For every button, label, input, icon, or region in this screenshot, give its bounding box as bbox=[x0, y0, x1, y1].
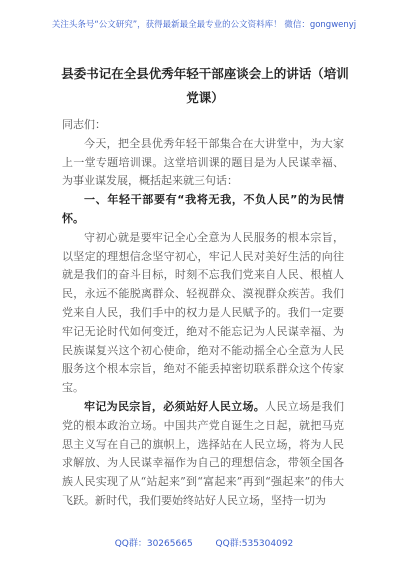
section-2-paragraph bbox=[62, 398, 344, 511]
section-1-heading: 一、年轻干部要有“我将无我，不负人民”的为民情怀。 bbox=[62, 193, 344, 225]
salutation: 同志们： bbox=[62, 118, 106, 131]
footer-contact bbox=[0, 536, 408, 549]
document-title: 县委书记在全县优秀年轻干部座谈会上的讲话（培训党课） bbox=[61, 66, 349, 105]
section-2-lead: 牢记为民宗旨，必须站好人民立场。 bbox=[84, 399, 266, 413]
footer-qq-group-2: QQ群:535304092 bbox=[215, 539, 294, 549]
intro-paragraph: 今天，把全县优秀年轻干部集合在大讲堂中，为大家上一堂专题培训课。这堂培训课的题目是为人民谋幸福、为事业谋发展，概括起来就三句话： bbox=[62, 136, 344, 188]
footer-qq-group-1: QQ群：30265665 bbox=[114, 539, 193, 549]
section-2-body: 人民立场是我们党的根本政治立场。中国共产党自诞生之日起，就把马克思主义写在自己的旗帜上，选择站在人民立场，将为人民求解放、为人民谋幸福作为自己的理想信念，带领全国各族人民实现了从“站起来”到“富起来”再到“强起来”的伟大飞跃。新时代，我们要始终站好人民立场，坚持一切为 bbox=[62, 399, 345, 507]
header-promo-note: 关注头条号“公文研究”，获得最新最全最专业的公文资料库！ 微信：gongwenyj bbox=[51, 20, 357, 30]
section-1-paragraph: 守初心就是要牢记全心全意为人民服务的根本宗旨，以坚定的理想信念坚守初心，牢记人民对美好生活的向往就是我们的奋斗目标，时刻不忘我们党来自人民、根植人民，永远不能脱离群众、轻视群众、漠视群众疾苦。我们党来自人民，我们手中的权力是人民赋予的。我们一定要牢记无论时代如何变迁，绝对不能忘记为人民谋幸福、为民族谋复兴这个初心使命，绝对不能动摇全心全意为人民服务这个根本宗旨，绝对不能丢掉密切联系群众这个传家宝。 bbox=[62, 230, 344, 395]
document-body bbox=[62, 116, 344, 511]
